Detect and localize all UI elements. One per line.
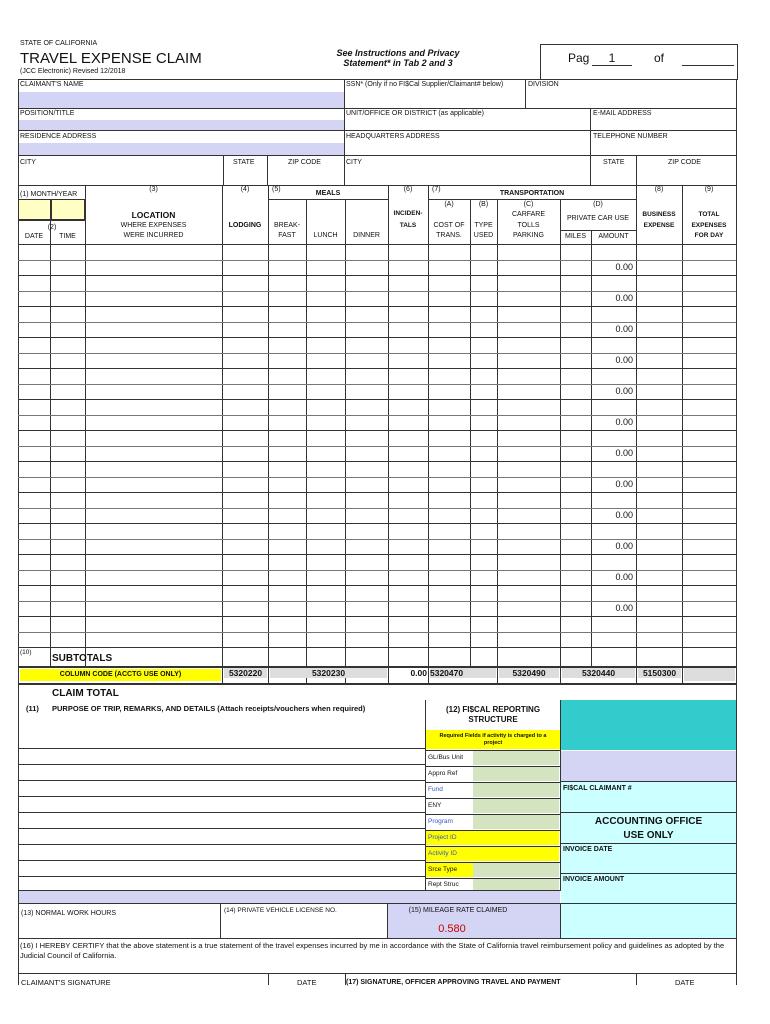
phone-label: TELEPHONE NUMBER <box>593 133 668 140</box>
col-6-num: (6) <box>403 186 413 193</box>
form-title: TRAVEL EXPENSE CLAIM <box>20 50 202 67</box>
row-amount-8: 0.00 <box>615 479 633 489</box>
fiscal-eny: ENY <box>428 802 442 809</box>
col-date: DATE <box>24 233 44 240</box>
page-total[interactable] <box>682 51 734 66</box>
fiscal-rept-input[interactable] <box>473 879 559 890</box>
unit-label: UNIT/OFFICE OR DISTRICT (as applicable) <box>346 110 484 117</box>
col-type-1: TYPE <box>474 222 493 229</box>
fiscal-required-note: Required Fields if activity is charged to a project <box>426 730 560 749</box>
row-amount-10: 0.00 <box>615 541 633 551</box>
row-amount-4: 0.00 <box>615 355 633 365</box>
accounting-panel <box>561 781 736 903</box>
residence-label: RESIDENCE ADDRESS <box>20 133 97 140</box>
col-location: LOCATION <box>131 210 176 220</box>
col-c: (C) <box>523 201 534 208</box>
row-amount-6: 0.00 <box>615 417 633 427</box>
division-label: DIVISION <box>528 81 559 88</box>
city-label-2: CITY <box>346 159 362 166</box>
purpose-num: (11) <box>26 704 39 713</box>
ssn-label: SSN* (Only if no FI$Cal Supplier/Claimant# below) <box>346 81 504 88</box>
page-number[interactable]: 1 <box>592 51 632 66</box>
position-label: POSITION/TITLE <box>20 110 75 117</box>
code-business: 5150300 <box>638 668 681 678</box>
col-7-num: (7) <box>432 186 441 193</box>
row-amount-5: 0.00 <box>615 386 633 396</box>
month-input[interactable] <box>19 200 52 221</box>
col-incidentals-1: INCIDEN- <box>393 210 423 217</box>
fiscal-appro: Appro Ref <box>428 770 458 777</box>
accounting-office-1: ACCOUNTING OFFICE <box>594 816 703 827</box>
col-9-num: (9) <box>704 186 714 193</box>
zip-label-1: ZIP CODE <box>288 159 321 166</box>
col-meals: MEALS <box>315 190 341 197</box>
state-label-2: STATE <box>603 159 625 166</box>
purpose-label: PURPOSE OF TRIP, REMARKS, AND DETAILS (Attach receipts/vouchers when required) <box>52 704 366 713</box>
incidentals-total: 0.00 <box>410 668 427 678</box>
col-d: (D) <box>593 201 603 208</box>
claimant-name-input[interactable] <box>19 92 344 108</box>
col-lunch: LUNCH <box>313 232 338 239</box>
col-business-2: EXPENSE <box>643 222 675 229</box>
col-total-3: FOR DAY <box>694 232 724 239</box>
col-breakfast-1: BREAK- <box>273 222 301 229</box>
col-total-1: TOTAL <box>698 211 720 218</box>
state-label: STATE OF CALIFORNIA <box>20 40 98 47</box>
residence-input[interactable] <box>19 143 344 155</box>
col-breakfast-2: FAST <box>278 232 296 239</box>
accounting-lav-block <box>561 751 736 781</box>
col-carfare-2: TOLLS <box>517 222 540 229</box>
col-lodging: LODGING <box>228 222 262 229</box>
claimant-signature-label: CLAIMANT'S SIGNATURE <box>21 978 111 987</box>
instructions-text: See Instructions and Privacy Statement* in Tab 2 and 3 <box>336 48 460 68</box>
col-carfare-1: CARFARE <box>511 211 546 218</box>
code-lodging: 5320220 <box>224 668 267 678</box>
fiscal-srce: Srce Type <box>428 866 458 873</box>
col-miles: MILES <box>564 233 586 240</box>
row-amount-3: 0.00 <box>615 324 633 334</box>
code-incidentals: 5320470 <box>430 668 496 678</box>
license-label: (14) PRIVATE VEHICLE LICENSE NO. <box>224 907 337 914</box>
col-4-num: (4) <box>240 186 250 193</box>
email-label: E-MAIL ADDRESS <box>593 110 652 117</box>
col-location-2: WHERE EXPENSES <box>120 222 187 229</box>
col-transportation: TRANSPORTATION <box>499 190 565 197</box>
fiscal-gl: GL/Bus Unit <box>428 754 464 761</box>
revision-label: (JCC Electronic) Revised 12/2018 <box>20 68 126 75</box>
col-5-num: (5) <box>272 186 281 193</box>
city-label: CITY <box>20 159 36 166</box>
col-cost-2: TRANS. <box>436 232 462 239</box>
col-business-1: BUSINESS <box>642 211 676 218</box>
work-hours-label: (13) NORMAL WORK HOURS <box>21 910 117 917</box>
col-type-2: USED <box>473 232 494 239</box>
claim-total-label: CLAIM TOTAL <box>52 688 119 699</box>
fiscal-title-1: (12) FI$CAL REPORTING <box>445 705 541 714</box>
claimant-name-label: CLAIMANT'S NAME <box>20 81 84 88</box>
col-amount: AMOUNT <box>598 233 629 240</box>
column-code-label: COLUMN CODE (ACCTG USE ONLY) <box>20 669 221 681</box>
invoice-amount-label: INVOICE AMOUNT <box>563 876 625 883</box>
row-amount-9: 0.00 <box>615 510 633 520</box>
state-label-1: STATE <box>233 159 255 166</box>
date-label-1: DATE <box>297 978 317 987</box>
claimant-number-label: FI$CAL CLAIMANT # <box>563 785 632 792</box>
col-incidentals-2: TALS <box>399 222 417 229</box>
accounting-office-2: USE ONLY <box>623 830 674 841</box>
col-8-num: (8) <box>654 186 664 193</box>
row-amount-12: 0.00 <box>615 603 633 613</box>
accounting-header-block <box>561 700 736 750</box>
fiscal-program: Program <box>428 818 453 825</box>
invoice-date-label: INVOICE DATE <box>563 846 613 853</box>
col-carfare-3: PARKING <box>513 232 544 239</box>
fiscal-fund-input[interactable] <box>473 783 559 797</box>
fiscal-srce-input[interactable] <box>473 863 559 877</box>
fiscal-activity: Activity ID <box>428 850 457 857</box>
page-label: Pag <box>568 51 590 65</box>
code-meals: 5320230 <box>270 668 387 678</box>
date-label-2: DATE <box>675 978 695 987</box>
fiscal-appro-input[interactable] <box>473 767 559 781</box>
fiscal-eny-input[interactable] <box>473 799 559 813</box>
subtotals-label: SUBTOTALS <box>52 653 113 664</box>
certification-text: (16) I HEREBY CERTIFY that the above statement is a true statement of the travel expenses incurred by me in accordance with the State of California travel reimbursement policy and guidelines as adopted by the Judicial Council of California. <box>20 941 725 960</box>
row-amount-2: 0.00 <box>615 293 633 303</box>
year-input[interactable] <box>52 200 86 221</box>
separator-bar <box>19 890 560 903</box>
of-label: of <box>654 51 665 65</box>
mileage-rate-label: (15) MILEAGE RATE CLAIMED <box>408 907 508 914</box>
fiscal-title-2: STRUCTURE <box>468 715 518 724</box>
row-amount-1: 0.00 <box>615 262 633 272</box>
row-amount-7: 0.00 <box>615 448 633 458</box>
col-total-2: EXPENSES <box>691 222 727 229</box>
row-amount-11: 0.00 <box>615 572 633 582</box>
zip-label-2: ZIP CODE <box>668 159 701 166</box>
col-time: TIME <box>59 233 76 240</box>
col-cost-1: COST OF <box>433 222 465 229</box>
col-b: (B) <box>478 201 489 208</box>
col-dinner: DINNER <box>353 232 380 239</box>
col-a: (A) <box>444 201 454 208</box>
col-3-num: (3) <box>149 186 158 193</box>
revolving-box[interactable] <box>561 904 736 938</box>
fiscal-project: Project ID <box>428 834 457 841</box>
fiscal-fund: Fund <box>428 786 443 793</box>
code-private: 5320440 <box>562 668 635 678</box>
fiscal-program-input[interactable] <box>473 815 559 829</box>
approving-signature-label: (17) SIGNATURE, OFFICER APPROVING TRAVEL AND PAYMENT <box>346 979 561 986</box>
fiscal-gl-input[interactable] <box>473 751 559 765</box>
code-total <box>684 668 735 681</box>
col-month-year: (1) MONTH/YEAR <box>20 191 78 198</box>
mileage-rate-value: 0.580 <box>438 923 466 935</box>
col-2-num: (2) <box>47 224 57 231</box>
col-location-3: WERE INCURRED <box>123 232 184 239</box>
code-carfare: 5320490 <box>499 668 559 678</box>
col-private-car: PRIVATE CAR USE <box>567 215 629 222</box>
subtotals-num: (10) <box>20 649 32 656</box>
hq-label: HEADQUARTERS ADDRESS <box>346 133 440 140</box>
fiscal-rept: Rept Struc <box>428 881 459 888</box>
